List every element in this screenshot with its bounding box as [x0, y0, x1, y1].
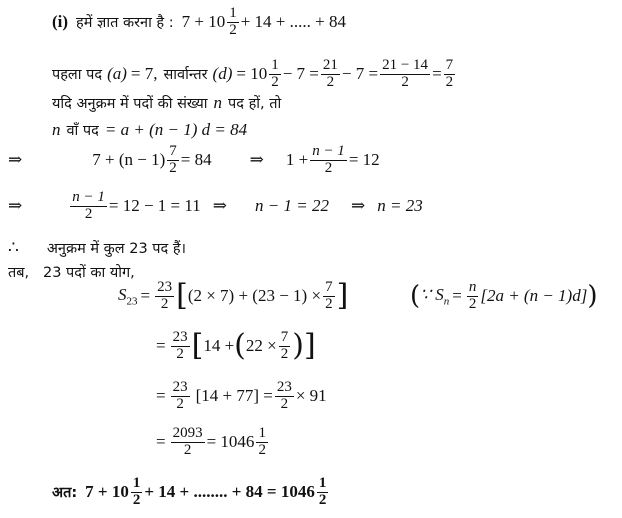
line-5: [8, 144, 380, 177]
line-2: [52, 58, 457, 91]
expr: = 84: [180, 150, 212, 170]
fraction: $\frac{21}{2}$: [322, 57, 338, 90]
fraction: $\frac{7}{2}$: [280, 329, 289, 362]
minus-7: − 7 =: [282, 64, 319, 84]
line-3-text: यदि अनुक्रम में पदों की संख्या: [52, 96, 208, 112]
line-11: [156, 380, 327, 413]
expr: n − 1 = 22: [255, 196, 329, 216]
eq: =: [156, 336, 166, 356]
fraction: 1 2: [229, 5, 237, 38]
because-sn: ∵ $S_n$: [420, 285, 450, 308]
part-label: (i): [52, 12, 69, 32]
line-3: [52, 93, 281, 113]
a-val: = 7,: [130, 64, 158, 84]
minus-7: − 7 =: [341, 64, 379, 84]
bracket-open: [: [191, 328, 204, 364]
implies-arrow: ⇒: [8, 196, 23, 216]
a-var: (a): [107, 64, 127, 84]
fraction: $\frac{23}{2}$: [157, 279, 173, 312]
expr: = 1046: [206, 432, 255, 452]
var-n: n: [213, 93, 223, 112]
fraction: $\frac{n - 1}{2}$: [72, 189, 105, 222]
expr: n = 23: [377, 196, 423, 216]
expr: = 12 − 1 = 11: [108, 196, 201, 216]
paren-close: ): [587, 281, 598, 312]
expr: [14 + 77] =: [195, 386, 273, 406]
fraction: $\frac{21 - 14}{2}$: [382, 57, 429, 90]
fraction: 1 2: [132, 475, 141, 508]
line-6: [8, 190, 423, 223]
first-term-label: पहला पद: [52, 67, 103, 84]
line-12: [156, 426, 270, 459]
eq: =: [156, 432, 166, 452]
line-4: [52, 120, 247, 140]
expr: [2a + (n − 1)d]: [480, 286, 588, 306]
fraction: 1 2: [271, 57, 279, 90]
expr: 22 ×: [245, 336, 277, 356]
eq: = 10: [236, 64, 268, 84]
line-7: [8, 238, 186, 258]
bracket-close: ]: [303, 328, 316, 364]
line-10: [156, 330, 316, 363]
fraction: $\frac{7}{2}$: [169, 143, 177, 176]
fraction: $\frac{n}{2}$: [468, 279, 477, 312]
line-1-text: हमें ज्ञात करना है :: [76, 15, 174, 32]
paren-open: (: [234, 328, 246, 364]
expr: (2 × 7) + (23 − 1) ×: [187, 286, 322, 306]
implies-arrow: ⇒: [212, 196, 228, 216]
implies-arrow: ⇒: [249, 150, 264, 170]
paren-close: ): [292, 328, 304, 364]
implies-arrow: ⇒: [8, 150, 23, 170]
line-7-text: अनुक्रम में कुल 23 पद हैं।: [46, 241, 187, 257]
paren-open: (: [410, 281, 421, 312]
common-difference-label: सार्वान्तर: [163, 67, 208, 84]
conclusion-line: [52, 476, 330, 509]
nth-term-label: वाँ पद: [66, 123, 99, 139]
expr: 14 +: [203, 336, 235, 356]
fraction: $\frac{7}{2}$: [445, 57, 454, 90]
eq: =: [140, 286, 151, 306]
fraction: $\frac{23}{2}$: [172, 379, 188, 412]
expr: 7 + 10: [85, 482, 129, 502]
line-1-expr-b: + 14 + ..... + 84: [240, 12, 346, 32]
expr: = 12: [348, 150, 380, 170]
bracket-open: [: [176, 278, 188, 314]
fraction: $\frac{23}{2}$: [276, 379, 292, 412]
expr: + 14 + ........ + 84 = 1046: [144, 482, 315, 502]
line-8: [8, 262, 135, 282]
sum-symbol: $S_{23}$: [118, 285, 138, 308]
eq: =: [432, 64, 442, 84]
fraction: $\frac{n - 1}{2}$: [312, 143, 345, 176]
line-9: [118, 280, 348, 313]
bracket-close: ]: [336, 278, 349, 314]
var-n: n: [52, 120, 61, 139]
line-1: [52, 6, 346, 39]
conclusion-label: अत:: [52, 485, 78, 502]
fraction: 1 2: [258, 425, 266, 458]
fraction: $\frac{7}{2}$: [325, 279, 333, 312]
therefore-symbol: ∴: [8, 238, 19, 257]
d-var: (d): [212, 64, 233, 84]
line-3-text-b: पद हों, तो: [228, 96, 282, 112]
implies-arrow: ⇒: [350, 196, 366, 216]
fraction: $\frac{23}{2}$: [172, 329, 188, 362]
fraction: $\frac{2093}{2}$: [172, 425, 203, 458]
line-8-text: तब, 23 पदों का योग,: [8, 265, 135, 281]
expr: 1 +: [285, 150, 309, 170]
nth-term-expr: = a + (n − 1) d = 84: [104, 120, 248, 139]
eq: =: [156, 386, 166, 406]
line-1-expr-a: 7 + 10: [181, 12, 226, 32]
expr: × 91: [295, 386, 327, 406]
expr: 7 + (n − 1): [92, 150, 166, 170]
fraction: 1 2: [318, 475, 327, 508]
formula-note: [410, 280, 597, 313]
eq: =: [452, 286, 462, 306]
